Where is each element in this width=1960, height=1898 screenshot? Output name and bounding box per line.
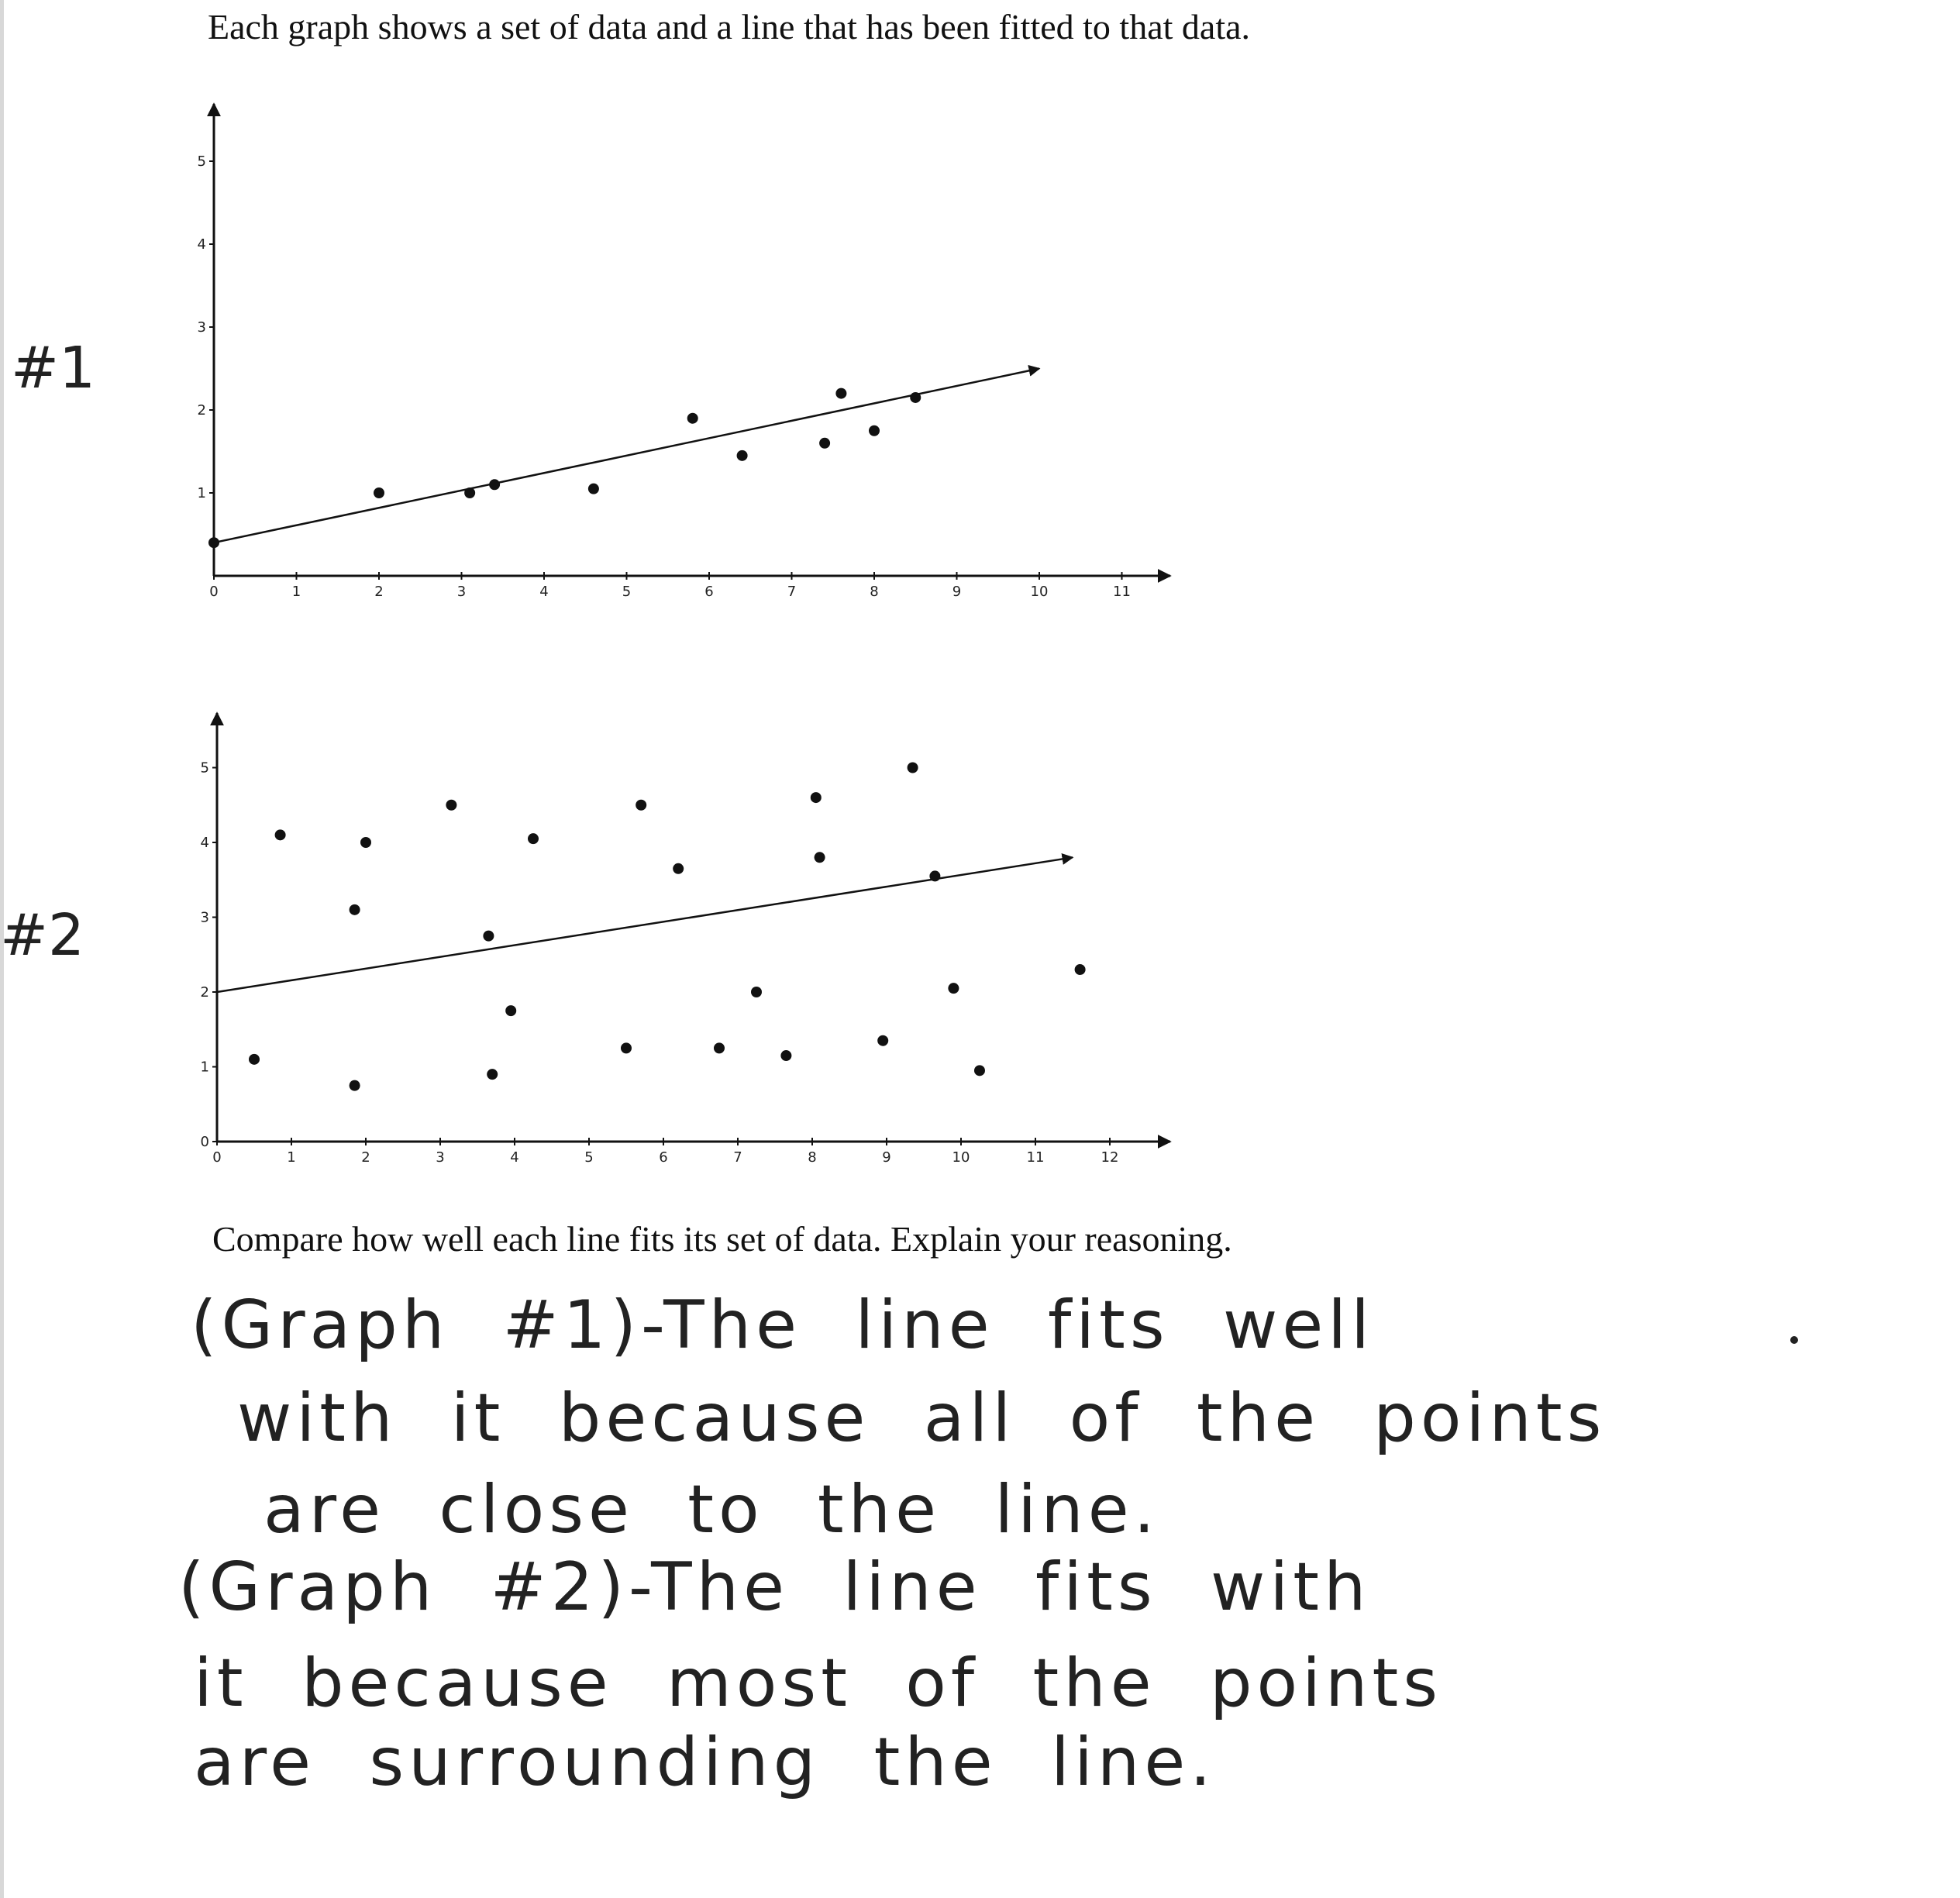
data-point: [360, 837, 371, 848]
instruction-bottom: Compare how well each line fits its set of data. Explain your reasoning.: [212, 1219, 1232, 1259]
data-point: [1075, 964, 1086, 975]
x-tick-label: 9: [882, 1149, 891, 1166]
data-point: [588, 484, 599, 494]
data-point: [948, 983, 959, 994]
x-tick-label: 10: [952, 1149, 970, 1166]
data-point: [751, 987, 762, 997]
y-tick-label: 3: [197, 319, 206, 336]
answer-line-5: it because most of the points: [194, 1645, 1443, 1722]
x-tick-label: 6: [659, 1149, 668, 1166]
x-tick-label: 8: [808, 1149, 817, 1166]
stray-pencil-dot: [1790, 1336, 1798, 1344]
y-tick-label: 3: [200, 909, 209, 926]
x-tick-label: 9: [952, 584, 962, 600]
x-tick-label: 7: [733, 1149, 742, 1166]
data-point: [819, 438, 830, 449]
data-point: [350, 904, 360, 915]
data-point: [528, 833, 539, 844]
answer-line-3: are close to the line.: [264, 1471, 1159, 1548]
data-point: [737, 450, 748, 461]
data-point: [811, 792, 822, 803]
data-point: [275, 829, 286, 840]
chart-1-svg: [0, 101, 1209, 628]
graph-label-2: #2: [0, 902, 85, 969]
data-point: [374, 487, 384, 498]
scatter-chart-2: [0, 698, 1209, 1178]
data-point: [780, 1050, 791, 1061]
x-tick-label: 0: [209, 584, 219, 600]
data-point: [249, 1054, 260, 1065]
y-tick-label: 0: [200, 1134, 209, 1150]
y-tick-label: 4: [200, 835, 209, 851]
y-tick-label: 5: [200, 760, 209, 777]
data-point: [869, 425, 880, 436]
data-point: [687, 413, 698, 424]
x-tick-label: 2: [374, 584, 384, 600]
chart-2-svg: [0, 698, 1209, 1178]
data-point: [974, 1065, 985, 1076]
x-tick-label: 5: [622, 584, 632, 600]
answer-line-2: with it because all of the points: [237, 1380, 1607, 1457]
x-tick-label: 5: [584, 1149, 594, 1166]
data-point: [350, 1080, 360, 1091]
x-tick-label: 10: [1030, 584, 1049, 600]
data-point: [910, 392, 921, 403]
data-point: [489, 479, 500, 490]
x-tick-label: 8: [870, 584, 879, 600]
data-point: [835, 388, 846, 399]
y-tick-label: 2: [200, 984, 209, 1001]
x-tick-label: 7: [787, 584, 797, 600]
fitted-line: [217, 857, 1073, 992]
data-point: [487, 1069, 498, 1080]
x-tick-label: 12: [1101, 1149, 1119, 1166]
data-point: [464, 487, 475, 498]
data-point: [815, 852, 825, 863]
x-tick-label: 4: [539, 584, 549, 600]
data-point: [621, 1042, 632, 1053]
data-point: [483, 931, 494, 942]
instruction-top: Each graph shows a set of data and a line that has been fitted to that data.: [208, 7, 1251, 47]
x-tick-label: 6: [704, 584, 714, 600]
x-tick-label: 11: [1113, 584, 1131, 600]
x-tick-label: 1: [287, 1149, 296, 1166]
data-point: [929, 870, 940, 881]
y-tick-label: 1: [200, 1059, 209, 1076]
x-tick-label: 3: [456, 584, 467, 600]
y-tick-label: 5: [197, 153, 206, 170]
x-tick-label: 1: [291, 584, 301, 600]
y-tick-label: 2: [197, 402, 206, 419]
x-tick-label: 0: [212, 1149, 222, 1166]
data-point: [908, 763, 918, 773]
x-tick-label: 3: [436, 1149, 445, 1166]
data-point: [877, 1035, 888, 1046]
x-tick-label: 11: [1026, 1149, 1045, 1166]
y-tick-label: 4: [197, 236, 206, 253]
data-point: [673, 863, 684, 874]
graph-label-1: #1: [11, 335, 96, 401]
x-tick-label: 2: [361, 1149, 370, 1166]
data-point: [446, 800, 456, 811]
data-point: [636, 800, 646, 811]
y-tick-label: 1: [197, 485, 206, 501]
data-point: [714, 1042, 725, 1053]
answer-line-6: are surrounding the line.: [194, 1724, 1216, 1801]
data-point: [505, 1005, 516, 1016]
answer-line-4: (Graph #2)-The line fits with: [178, 1548, 1371, 1626]
data-point: [208, 537, 219, 548]
x-tick-label: 4: [510, 1149, 519, 1166]
answer-line-1: (Graph #1)-The line fits well: [191, 1287, 1375, 1364]
scatter-chart-1: [0, 101, 1209, 628]
